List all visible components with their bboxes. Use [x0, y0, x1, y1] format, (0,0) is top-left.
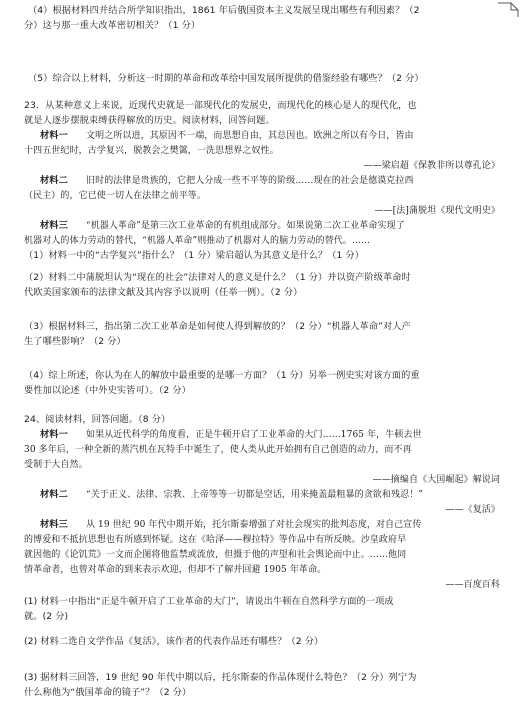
- q23-question-1: （1）材料一中的“古学复兴”指什么？（1 分）梁启超认为其意义是什么？（1 分）: [24, 250, 365, 261]
- q24-material-2-line-1: “关于正义、法律、宗教、上帝等等一切都是空话，用来掩盖最粗暴的贪欲和残忍！”: [86, 490, 424, 500]
- q24-material-1-source: ——摘编自《大国崛起》解说词: [372, 475, 500, 485]
- q24-material-3-line-1: 从 19 世纪 90 年代中期开始，托尔斯泰增强了对社会现实的批判态度，对自己宣传: [86, 520, 422, 530]
- q24-question-1-line-1: (1) 材料一中指出“正是牛顿开启了工业革命的大门”，请说出牛顿在自然科学方面的一项成: [24, 596, 394, 607]
- q23-material-1-line-1: 文明之所以进，其原因不一端，而思想自由，其总因也。欧洲之所以有今日，皆由: [86, 131, 414, 141]
- q23-material-1-label: 材料一: [40, 130, 68, 141]
- q24-question-2: (2) 材料二选自文学作品《复活》，该作者的代表作品还有哪些？（2 分）: [24, 636, 324, 647]
- q24-material-1-line-1: 如果从近代科学的角度看，正是牛顿开启了工业革命的大门……1765 年，牛顿去世: [86, 430, 422, 440]
- q23-material-2-label: 材料二: [40, 175, 68, 186]
- q23-material-2-line-2: （民主）的，它已使一切人在法律之前平等。: [24, 191, 207, 201]
- q24-material-1-label: 材料一: [40, 429, 68, 440]
- q24-material-3-line-4: 情革命者，也曾对革命的到来表示欢迎，但却不了解并回避 1905 年革命。: [24, 565, 327, 575]
- q24-material-1-line-2: 30 多年后，一种全新的蒸汽机在瓦特手中诞生了，使人类从此开始拥有自己创造的动力，而不再: [24, 445, 412, 455]
- q24-material-3-line-2: 的博爱和不抵抗思想也有所感到怀疑。这在《哈泽——穆拉特》等作品中有所反映。沙皇政府早: [24, 535, 407, 545]
- q23-material-2-line-1: 旧时的法律是贵族的，它把人分成一些不平等的阶级……现在的社会是德谟克拉西: [86, 176, 414, 186]
- q23-heading-2: 就是人逐步摆脱束缚获得解放的历史。阅读材料，回答问题。: [24, 115, 275, 126]
- folded-corner-icon: [497, 2, 519, 18]
- q24-material-3-label: 材料三: [40, 519, 68, 530]
- q24-material-2-label: 材料二: [40, 489, 68, 500]
- q23-question-2-line-1: （2）材料二中蒲脱坦认为“现在的社会”法律对人的意义是什么？（1 分）并以资产阶级革命时: [24, 272, 411, 283]
- q24-material-2-source: ——《复活》: [445, 505, 500, 515]
- q24-material-3-line-3: 就因他的《论饥荒》一文而企图将他监禁或流放，但摄于他的声望和社会舆论而中止。……他同: [24, 550, 407, 560]
- q24-question-3-line-2: 什么称他为“俄国革命的镜子”？（2 分）: [24, 687, 192, 698]
- q23-material-1-source: ——梁启超《保教非所以尊孔论》: [363, 161, 500, 171]
- q23-material-3-label: 材料三: [40, 220, 68, 231]
- q23-question-4-line-1: （4）综上所述，你认为在人的解放中最重要的是哪一方面？（1 分）另举一例史实对该方面的重: [24, 370, 420, 381]
- q22-4-line-1: （4）根据材料四并结合所学知识指出，1861 年后俄国资本主义发展呈现出哪些有利因素？（2: [28, 5, 420, 16]
- q23-material-3-line-2: 机器对人的体力劳动的替代，“机器人革命”则推动了机器对人的脑力劳动的替代。……: [24, 236, 371, 246]
- q24-material-1-line-3: 受制于大自然。: [24, 460, 88, 470]
- q23-question-3-line-1: （3）根据材料三，指出第二次工业革命是如何使人得到解放的？（2 分）“机器人革命”对人产: [24, 321, 411, 332]
- q24-material-3-source: ——百度百科: [445, 580, 500, 590]
- q22-5-line: （5）综合以上材料，分析这一时期的革命和改革给中国发展所提供的借鉴经验有哪些？（2 分）: [28, 73, 424, 84]
- q23-material-2-source: ——[法]蒲脱坦《现代文明史》: [374, 206, 500, 216]
- q23-question-2-line-2: 代欧美国家颁布的法律文献及其内容予以说明（任举一例）。（2 分）: [24, 287, 303, 298]
- q22-4-line-2: 分）这与那一重大改革密切相关？（1 分）: [24, 20, 201, 31]
- q23-material-1-line-2: 十四五世纪时，古学复兴，脱教会之樊篱，一洗思想界之奴性。: [24, 146, 279, 156]
- q23-question-3-line-2: 生了哪些影响？（2 分）: [24, 336, 126, 347]
- q24-heading: 24、阅读材料，回答问题。（8 分）: [24, 414, 171, 425]
- q23-heading: 23．从某种意义上来说，近现代史就是一部现代化的发展史，而现代化的核心是人的现代化，也: [24, 100, 417, 111]
- q24-question-3-line-1: (3) 据材料三回答，19 世纪 90 年代中期以后，托尔斯泰的作品体现什么特色？（2 分）列宁为: [24, 672, 417, 683]
- q23-question-4-line-2: 要性加以论述（中外史实皆可）。（2 分）: [24, 385, 191, 396]
- q24-question-1-line-2: 就。(2 分): [24, 611, 69, 622]
- q23-material-3-line-1: “机器人革命”是第三次工业革命的有机组成部分。如果说第二次工业革命实现了: [86, 221, 405, 231]
